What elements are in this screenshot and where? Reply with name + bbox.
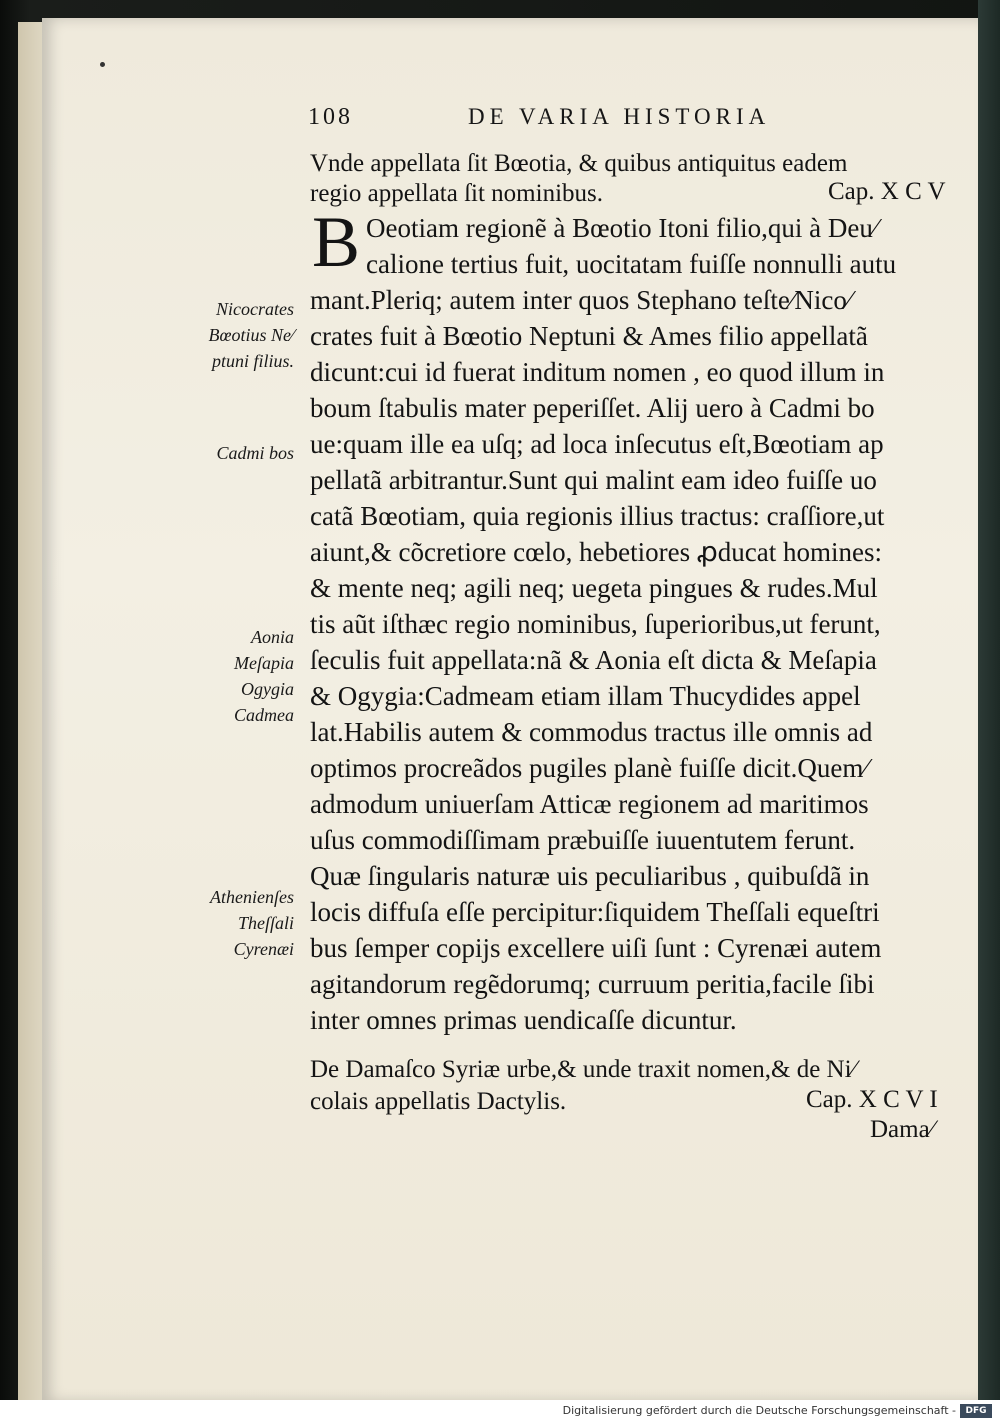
margin-line: Cyrenæi <box>233 939 294 959</box>
margin-line: Bœotius Ne⁄ <box>208 325 294 345</box>
drop-initial: B <box>312 202 361 282</box>
body-line: agitandorum regẽdorumq; curruum peritia,facile ſibi <box>310 969 875 999</box>
body-line: admodum uniuerſam Atticæ regionem ad maritimos <box>310 789 869 819</box>
footer-bar <box>0 1400 1000 1423</box>
page-number: 108 <box>308 104 353 130</box>
body-line: uſus commodiſſimam præbuiſſe iuuentutem ferunt. <box>310 825 856 855</box>
heading-line: regio appellata ſit nominibus. <box>310 180 603 207</box>
body-line: Oeotiam regionẽ à Bœotio Itoni filio,qui à Deu⁄ <box>366 213 878 243</box>
margin-line: Nicocrates <box>216 299 294 319</box>
body-line: & mente neq; agili neq; uegeta pingues & rudes.Mul <box>310 573 878 603</box>
margin-line: ptuni filius. <box>211 351 294 371</box>
chapter-96-number: Cap. X C V I <box>806 1086 938 1113</box>
margin-line: Cadmi bos <box>216 443 294 463</box>
body-line: optimos procreãdos pugiles planè fuiſſe dicit.Quem⁄ <box>310 753 868 783</box>
body-line: bus ſemper copijs excellere uiſi ſunt : Cyrenæi autem <box>310 933 882 963</box>
margin-line: Athenienſes <box>210 887 294 907</box>
body-line: & Ogygia:Cadmeam etiam illam Thucydides appel <box>310 681 861 711</box>
funding-notice: Digitalisierung gefördert durch die Deutsche Forschungsgemeinschaft - <box>562 1404 956 1417</box>
body-line: pellatã arbitrantur.Sunt qui malint eam ideo fuiſſe uo <box>310 465 877 495</box>
body-line: inter omnes primas uendicaſſe dicuntur. <box>310 1005 737 1035</box>
body-line: ue:quam ille ea uſq; ad loca inſecutus eſt,Bœotiam ap <box>310 429 884 459</box>
scan-border <box>978 0 1000 1400</box>
marginal-note-nicocrates <box>208 296 294 374</box>
body-line: locis diffuſa eſſe percipitur:ſiquidem Theſſali equeſtri <box>310 897 880 927</box>
body-line: dicunt:cui id fuerat inditum nomen , eo quod illum in <box>310 357 885 387</box>
body-line: mant.Pleriq; autem inter quos Stephano teſte⁄Nico⁄ <box>310 285 852 315</box>
body-line: boum ſtabulis mater peperiſſet. Alij uero à Cadmi bo <box>310 393 875 423</box>
margin-line: Meſapia <box>234 653 294 673</box>
body-line: tis aũt iſthæc regio nominibus, ſuperioribus,ut ferunt, <box>310 609 881 639</box>
running-head <box>308 104 828 138</box>
body-line: ſeculis fuit appellata:nã & Aonia eſt dicta & Meſapia <box>310 645 877 675</box>
heading-line: Vnde appellata ſit Bœotia, & quibus antiquitus eadem <box>310 150 848 177</box>
marginal-note-cadmi <box>216 440 294 466</box>
marginal-note-names <box>234 624 294 728</box>
dfg-logo: DFG <box>960 1404 992 1418</box>
catchword: Dama⁄ <box>870 1116 934 1143</box>
margin-line: Cadmea <box>234 705 294 725</box>
margin-line: Ogygia <box>241 679 294 699</box>
body-line: calione tertius fuit, uocitatam fuiſſe nonnulli autu <box>366 249 897 279</box>
chapter-95-number: Cap. X C V <box>828 178 946 205</box>
body-line: crates fuit à Bœotio Neptuni & Ames filio appellatã <box>310 321 868 351</box>
margin-line: Aonia <box>251 627 294 647</box>
heading-line: De Damaſco Syriæ urbe,& unde traxit nomen,& de Ni⁄ <box>310 1056 856 1083</box>
body-line: Quæ ſingularis naturæ uis peculiaribus , quibuſdã in <box>310 861 870 891</box>
margin-line: Theſſali <box>237 913 294 933</box>
body-line: lat.Habilis autem & commodus tractus ille omnis ad <box>310 717 873 747</box>
ink-spot <box>100 62 105 67</box>
heading-line: colais appellatis Dactylis. <box>310 1088 567 1115</box>
running-title: DE VARIA HISTORIA <box>468 104 771 129</box>
body-line: catã Bœotiam, quia regionis illius tractus: craſſiore,ut <box>310 501 885 531</box>
body-line: aiunt,& cõcretiore cœlo, hebetiores ꝓducat homines: <box>310 537 882 567</box>
marginal-note-peoples <box>210 884 294 962</box>
